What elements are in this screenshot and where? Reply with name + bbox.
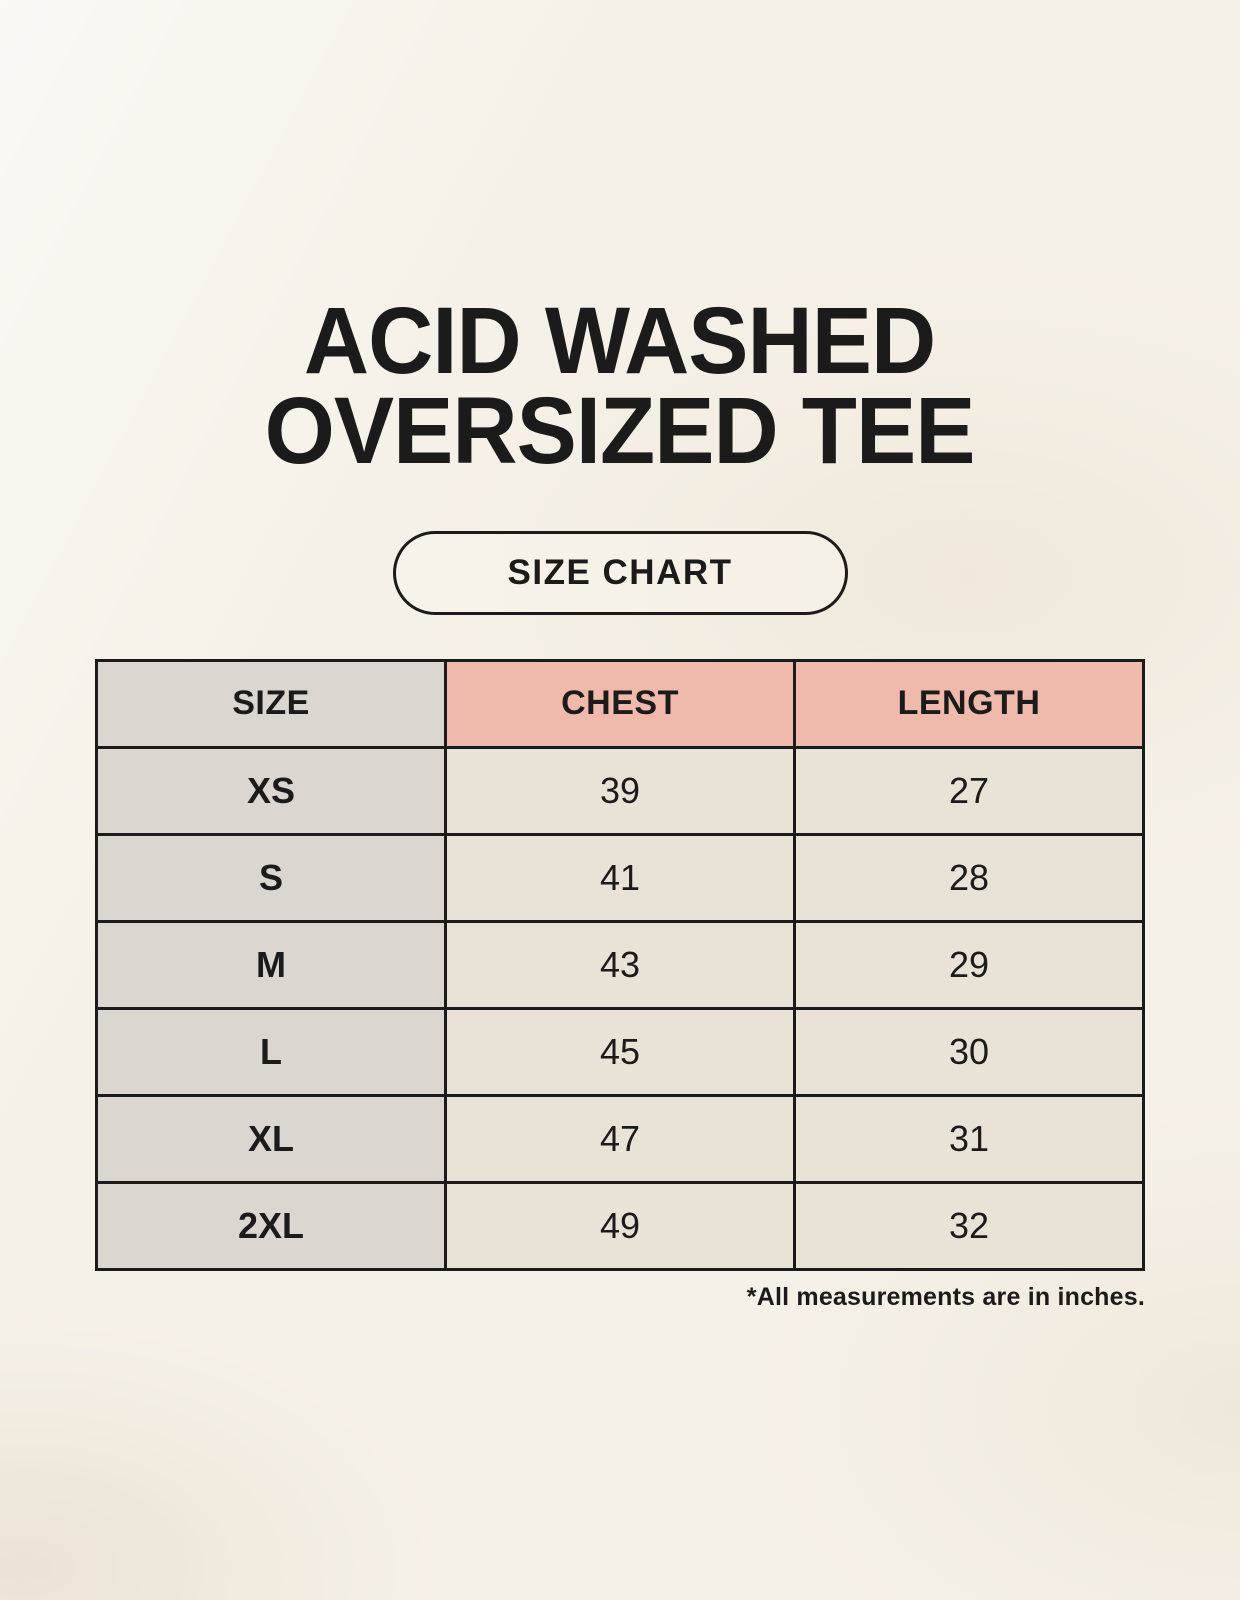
table-row-l (97, 1008, 1144, 1095)
chest-cell: 39 (446, 747, 795, 834)
column-header-length: LENGTH (795, 660, 1144, 747)
size-chart-table (95, 659, 1145, 1271)
size-cell: S (97, 834, 446, 921)
table-row-xl (97, 1095, 1144, 1182)
product-title-line-2: OVERSIZED TEE (265, 378, 975, 485)
table-row-2xl (97, 1182, 1144, 1269)
length-cell: 29 (795, 921, 1144, 1008)
table-header-row (97, 660, 1144, 747)
length-cell: 27 (795, 747, 1144, 834)
table-row-s (97, 834, 1144, 921)
length-cell: 28 (795, 834, 1144, 921)
column-header-chest: CHEST (446, 660, 795, 747)
measurement-note: *All measurements are in inches. (746, 1282, 1145, 1311)
size-cell: XS (97, 747, 446, 834)
size-cell: XL (97, 1095, 446, 1182)
table-row-m (97, 921, 1144, 1008)
chest-cell: 41 (446, 834, 795, 921)
size-chart-button[interactable] (393, 531, 848, 615)
chest-cell: 47 (446, 1095, 795, 1182)
size-chart-button-row (0, 531, 1240, 615)
length-cell: 32 (795, 1182, 1144, 1269)
product-title (0, 0, 1240, 485)
table-row-xs (97, 747, 1144, 834)
chest-cell: 49 (446, 1182, 795, 1269)
length-cell: 31 (795, 1095, 1144, 1182)
chest-cell: 43 (446, 921, 795, 1008)
size-cell: L (97, 1008, 446, 1095)
chest-cell: 45 (446, 1008, 795, 1095)
column-header-size: SIZE (97, 660, 446, 747)
size-cell: M (97, 921, 446, 1008)
size-cell: 2XL (97, 1182, 446, 1269)
size-chart-button-label: SIZE CHART (507, 552, 733, 592)
product-title-text (265, 288, 975, 485)
product-title-line-1: ACID WASHED (304, 288, 936, 394)
length-cell: 30 (795, 1008, 1144, 1095)
